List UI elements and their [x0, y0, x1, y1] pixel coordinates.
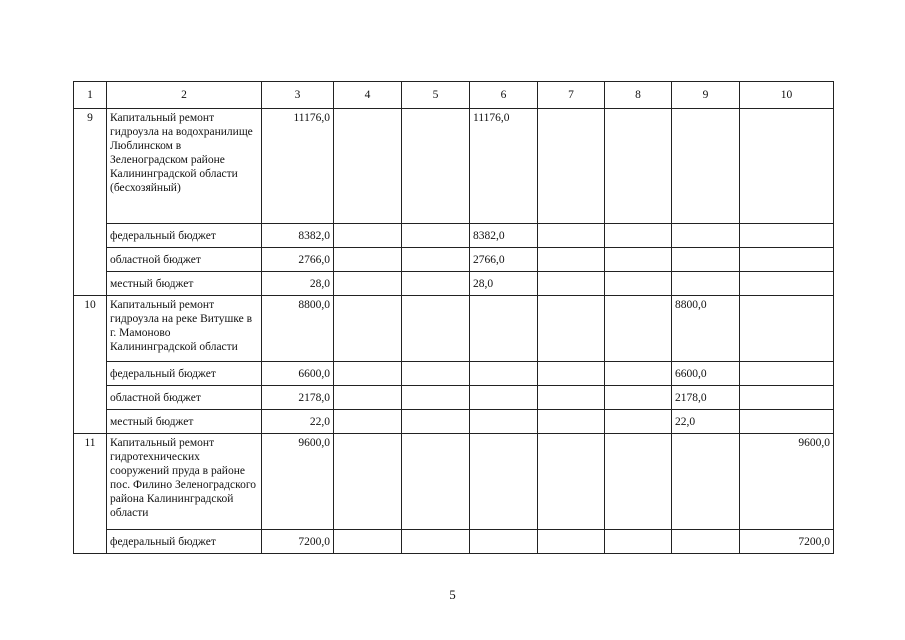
empty-cell — [605, 434, 672, 530]
budget-col6 — [470, 386, 538, 410]
budget-label: федеральный бюджет — [107, 362, 262, 386]
empty-cell — [334, 386, 402, 410]
header-cell: 8 — [605, 82, 672, 109]
table-row — [74, 386, 834, 410]
empty-cell — [402, 296, 470, 362]
budget-label: областной бюджет — [107, 386, 262, 410]
empty-cell — [402, 272, 470, 296]
budget-col10 — [740, 386, 834, 410]
empty-cell — [605, 272, 672, 296]
budget-col9: 22,0 — [672, 410, 740, 434]
row-total: 8800,0 — [262, 296, 334, 362]
empty-cell — [334, 224, 402, 248]
row-number: 11 — [74, 434, 107, 554]
empty-cell — [402, 224, 470, 248]
row-title: Капитальный ремонт гидроузла на реке Витушке в г. Мамоново Калининградской области — [107, 296, 262, 362]
row-col6: 11176,0 — [470, 109, 538, 224]
empty-cell — [334, 272, 402, 296]
empty-cell — [538, 109, 605, 224]
row-col6 — [470, 296, 538, 362]
table-header-row — [74, 82, 834, 109]
budget-total: 2766,0 — [262, 248, 334, 272]
table-row-title — [74, 296, 834, 362]
budget-label: местный бюджет — [107, 410, 262, 434]
budget-total: 6600,0 — [262, 362, 334, 386]
empty-cell — [402, 248, 470, 272]
budget-col9 — [672, 272, 740, 296]
header-cell: 9 — [672, 82, 740, 109]
row-title: Капитальный ремонт гидроузла на водохранилище Люблинском в Зеленоградском районе Калининградской области (бесхозяйный) — [107, 109, 262, 224]
empty-cell — [334, 109, 402, 224]
budget-label: федеральный бюджет — [107, 530, 262, 554]
empty-cell — [334, 434, 402, 530]
row-col9 — [672, 109, 740, 224]
empty-cell — [334, 248, 402, 272]
budget-col9 — [672, 248, 740, 272]
row-number: 10 — [74, 296, 107, 434]
row-col10 — [740, 296, 834, 362]
budget-col10 — [740, 272, 834, 296]
budget-col6: 8382,0 — [470, 224, 538, 248]
page-number: 5 — [449, 587, 456, 602]
row-col10 — [740, 109, 834, 224]
empty-cell — [538, 224, 605, 248]
table-row — [74, 224, 834, 248]
budget-col9 — [672, 224, 740, 248]
row-total: 11176,0 — [262, 109, 334, 224]
budget-col6 — [470, 530, 538, 554]
budget-col6 — [470, 410, 538, 434]
empty-cell — [605, 410, 672, 434]
budget-total: 8382,0 — [262, 224, 334, 248]
table-row — [74, 248, 834, 272]
empty-cell — [605, 248, 672, 272]
empty-cell — [605, 296, 672, 362]
budget-col9 — [672, 530, 740, 554]
budget-col6: 28,0 — [470, 272, 538, 296]
budget-total: 7200,0 — [262, 530, 334, 554]
empty-cell — [402, 410, 470, 434]
empty-cell — [538, 410, 605, 434]
empty-cell — [402, 530, 470, 554]
empty-cell — [334, 530, 402, 554]
empty-cell — [538, 434, 605, 530]
budget-col10 — [740, 224, 834, 248]
empty-cell — [334, 296, 402, 362]
empty-cell — [605, 109, 672, 224]
budget-col10 — [740, 362, 834, 386]
table-row-title — [74, 109, 834, 224]
row-number: 9 — [74, 109, 107, 296]
empty-cell — [605, 224, 672, 248]
table-row-title — [74, 434, 834, 530]
empty-cell — [538, 362, 605, 386]
row-total: 9600,0 — [262, 434, 334, 530]
header-cell: 10 — [740, 82, 834, 109]
row-col6 — [470, 434, 538, 530]
header-cell: 7 — [538, 82, 605, 109]
empty-cell — [334, 410, 402, 434]
empty-cell — [538, 296, 605, 362]
budget-col6 — [470, 362, 538, 386]
budget-label: областной бюджет — [107, 248, 262, 272]
row-col10: 9600,0 — [740, 434, 834, 530]
table-row — [74, 272, 834, 296]
budget-total: 28,0 — [262, 272, 334, 296]
empty-cell — [402, 386, 470, 410]
row-col9: 8800,0 — [672, 296, 740, 362]
empty-cell — [605, 362, 672, 386]
budget-col10: 7200,0 — [740, 530, 834, 554]
budget-col9: 6600,0 — [672, 362, 740, 386]
budget-col10 — [740, 410, 834, 434]
header-cell: 1 — [74, 82, 107, 109]
header-cell: 5 — [402, 82, 470, 109]
budget-total: 22,0 — [262, 410, 334, 434]
budget-label: федеральный бюджет — [107, 224, 262, 248]
header-cell: 4 — [334, 82, 402, 109]
header-cell: 3 — [262, 82, 334, 109]
empty-cell — [402, 362, 470, 386]
budget-col9: 2178,0 — [672, 386, 740, 410]
empty-cell — [538, 386, 605, 410]
empty-cell — [538, 272, 605, 296]
budget-col6: 2766,0 — [470, 248, 538, 272]
row-title: Капитальный ремонт гидротехнических сооружений пруда в районе пос. Филино Зеленоградского района Калининградской области — [107, 434, 262, 530]
empty-cell — [402, 109, 470, 224]
budget-table — [73, 81, 834, 554]
budget-col10 — [740, 248, 834, 272]
table-row — [74, 362, 834, 386]
header-cell: 6 — [470, 82, 538, 109]
empty-cell — [605, 530, 672, 554]
budget-total: 2178,0 — [262, 386, 334, 410]
empty-cell — [538, 530, 605, 554]
empty-cell — [334, 362, 402, 386]
header-cell: 2 — [107, 82, 262, 109]
row-col9 — [672, 434, 740, 530]
table-row — [74, 530, 834, 554]
budget-label: местный бюджет — [107, 272, 262, 296]
empty-cell — [605, 386, 672, 410]
empty-cell — [538, 248, 605, 272]
empty-cell — [402, 434, 470, 530]
table-row — [74, 410, 834, 434]
